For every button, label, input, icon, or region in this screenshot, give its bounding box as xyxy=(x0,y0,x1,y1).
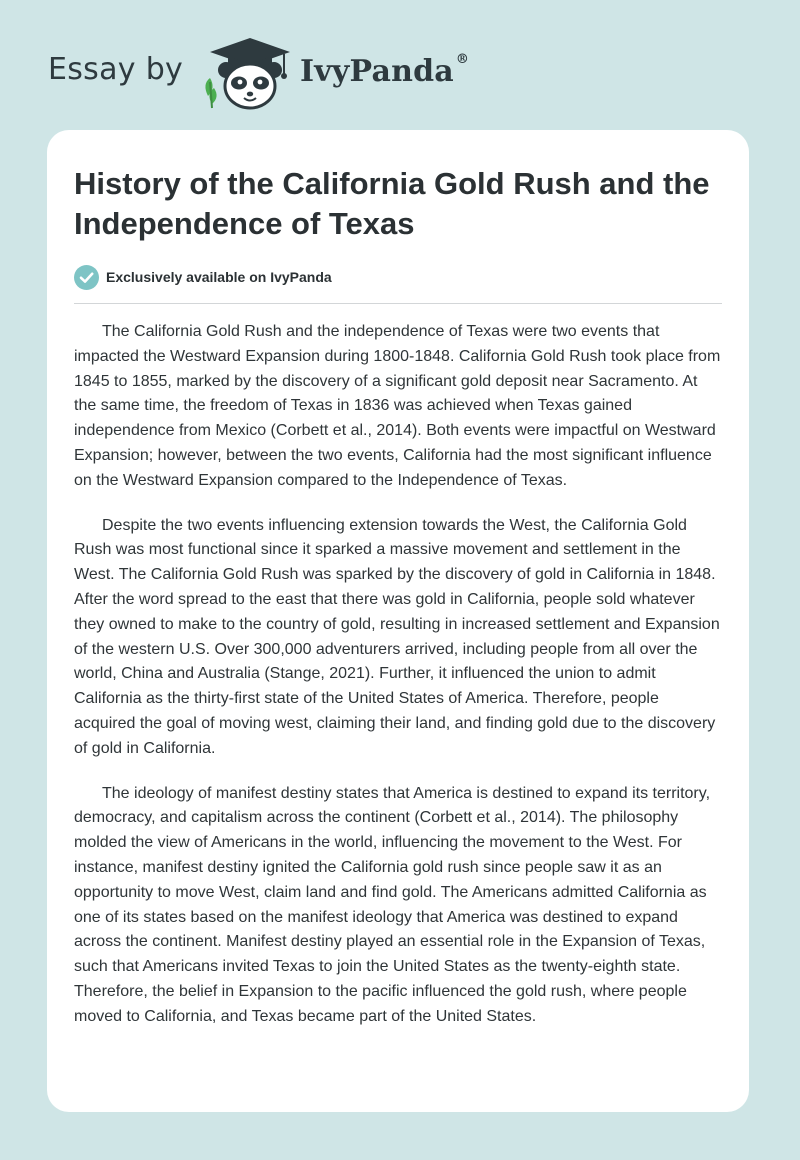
registered-mark: ® xyxy=(455,52,470,67)
ivypanda-logo-link[interactable] xyxy=(198,34,294,110)
essay-body xyxy=(74,320,724,1050)
essay-title: History of the California Gold Rush and the Independence of Texas xyxy=(74,166,710,241)
essay-paragraph: The ideology of manifest destiny states that America is destined to expand its territory, democracy, and capitalism across the continent (Corbett et al., 2014). The philosophy molded the view of Americans in the world, influencing the movement to the West. For instance, manifest destiny ignited the California gold rush since people saw it as an opportunity to move West, claim land and find gold. The Americans admitted California as one of its states based on the manifest ideology that America was destined to expand across the continent. Manifest destiny played an essential role in the Expansion of Texas, such that Americans invited Texas to join the United States as the twenty-eighth state. Therefore, the belief in Expansion to the pacific influenced the gold rush, where people moved to California, and Texas became part of the United States. xyxy=(74,784,711,1025)
title-divider xyxy=(74,303,722,304)
site-header xyxy=(48,34,468,110)
ivypanda-wordmark[interactable]: IvyPanda ® xyxy=(300,52,470,89)
check-circle-icon xyxy=(74,265,99,290)
exclusive-badge xyxy=(74,264,332,290)
essay-card xyxy=(47,130,749,1112)
essay-by-label: Essay by xyxy=(48,52,184,87)
essay-paragraph: Despite the two events influencing extension towards the West, the California Gold Rush was most functional since it sparked a massive movement and settlement in the West. The California Gold Rush was sparked by the discovery of gold in California in 1848. After the word spread to the east that there was gold in California, people sold whatever they owned to make to the country of gold, resulting in increased settlement and Expansion of the western U.S. Over 300,000 adventurers arrived, including people from all over the world, China and Australia (Stange, 2021). Further, it influenced the union to admit California as the thirty-first state of the United States of America. Therefore, people acquired the goal of moving west, claiming their land, and finding gold due to the discovery of gold in California. xyxy=(74,516,720,757)
exclusive-badge-label: Exclusively available on IvyPanda xyxy=(106,269,332,285)
panda-logo-icon xyxy=(198,34,294,110)
essay-paragraph: The California Gold Rush and the independence of Texas were two events that impacted the Westward Expansion during 1800-1848. California Gold Rush took place from 1845 to 1855, marked by the discovery of a significant gold deposit near Sacramento. At the same time, the freedom of Texas in 1836 was achieved when Texas gained independence from Mexico (Corbett et al., 2014). Both events were impactful on Westward Expansion; however, between the two events, California had the most significant influence on the Westward Expansion compared to the Independence of Texas. xyxy=(74,323,721,489)
